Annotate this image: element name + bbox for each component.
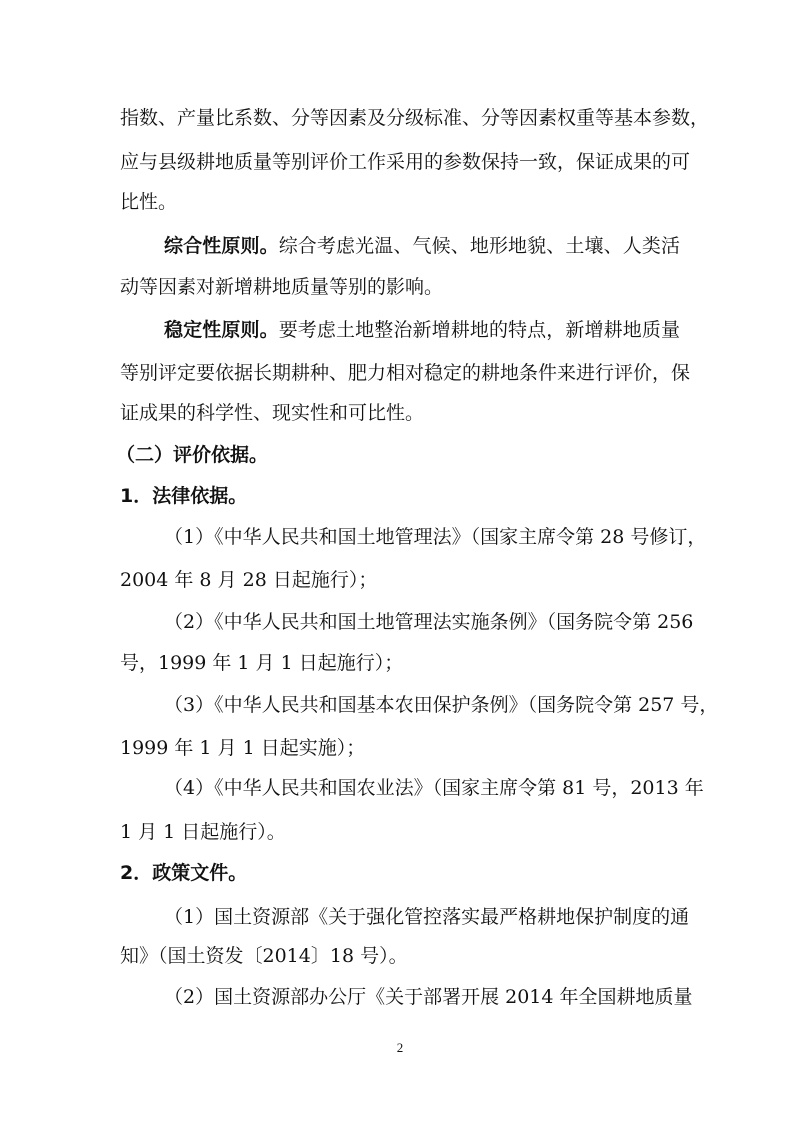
body-text-line: 比性。 bbox=[120, 191, 178, 213]
list-item-continuation: 1999 年 1 月 1 日起实施）； bbox=[120, 737, 366, 759]
section-heading: （二）评价依据。 bbox=[116, 444, 269, 466]
principle-paragraph-stability bbox=[164, 315, 680, 345]
list-item: （2）《中华人民共和国土地管理法实施条例》（国务院令第 256 bbox=[164, 611, 694, 633]
body-text-line: 等别评定要依据长期耕种、肥力相对稳定的耕地条件来进行评价，保 bbox=[120, 362, 691, 384]
list-item-continuation: 1 月 1 日起施行）。 bbox=[120, 821, 286, 843]
principle-paragraph-comprehensive bbox=[164, 231, 680, 261]
list-item: （2）国土资源部办公厅《关于部署开展 2014 年全国耕地质量 bbox=[164, 986, 693, 1008]
body-text-line: 应与县级耕地质量等别评价工作采用的参数保持一致，保证成果的可 bbox=[120, 151, 691, 173]
list-item-continuation: 知》（国土资发〔2014〕18 号）。 bbox=[120, 945, 408, 967]
subsection-heading: 1．法律依据。 bbox=[120, 485, 248, 507]
list-item-continuation: 号，1999 年 1 月 1 日起施行）； bbox=[120, 652, 404, 674]
body-text: 综合考虑光温、气候、地形地貌、土壤、人类活 bbox=[278, 235, 680, 257]
body-text-line: 证成果的科学性、现实性和可比性。 bbox=[120, 402, 425, 424]
list-item: （4）《中华人民共和国农业法》（国家主席令第 81 号，2013 年 bbox=[164, 777, 704, 799]
list-item: （1）国土资源部《关于强化管控落实最严格耕地保护制度的通 bbox=[164, 906, 690, 928]
list-item: （3）《中华人民共和国基本农田保护条例》（国务院令第 257 号， bbox=[164, 694, 719, 716]
body-text-line: 指数、产量比系数、分等因素及分级标准、分等因素权重等基本参数， bbox=[120, 107, 710, 129]
body-text: 要考虑土地整治新增耕地的特点，新增耕地质量 bbox=[278, 319, 680, 341]
body-text-line: 动等因素对新增耕地质量等别的影响。 bbox=[120, 276, 444, 298]
subsection-heading: 2．政策文件。 bbox=[120, 862, 248, 884]
list-item: （1）《中华人民共和国土地管理法》（国家主席令第 28 号修订， bbox=[164, 526, 707, 548]
list-item-continuation: 2004 年 8 月 28 日起施行）； bbox=[120, 569, 378, 591]
principle-heading: 综合性原则。 bbox=[164, 235, 279, 257]
page-number: 2 bbox=[396, 1040, 404, 1055]
principle-heading: 稳定性原则。 bbox=[164, 319, 279, 341]
